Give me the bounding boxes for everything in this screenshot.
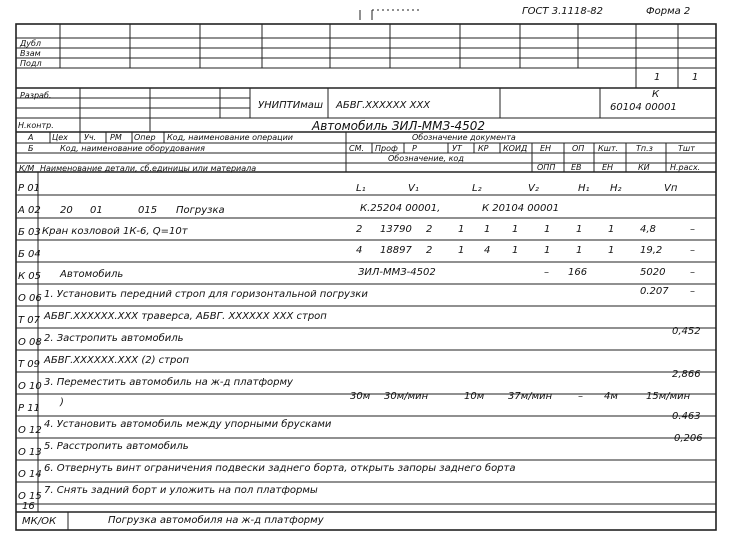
col-ksht: Кшт. (598, 144, 619, 153)
row-code: О 14 (18, 469, 42, 480)
cell-koid: 1 (512, 245, 519, 256)
param-l2-value: 10м (464, 391, 485, 402)
cell-sm: 2 (356, 224, 363, 235)
operation-step-dash: – (690, 286, 695, 297)
equipment-name: Кран козловой 1К-6, Q=10т (42, 226, 188, 237)
cell-oper: 015 (138, 205, 158, 216)
cell-tsht: – (690, 245, 695, 256)
product-name: Автомобиль ЗИЛ-ММЗ-4502 (312, 119, 486, 133)
cell-ksht: 1 (608, 224, 615, 235)
material-name: Автомобиль (60, 269, 124, 280)
footer-code: МК/ОК (22, 516, 57, 527)
cell-kr: 4 (484, 245, 491, 256)
col-tpz: Тп.з (636, 144, 653, 153)
row-code: Р 01 (18, 183, 40, 194)
cell-n-rash: – (690, 267, 695, 278)
row-code: Р 11 (18, 403, 40, 414)
sheet-number: 1 (654, 72, 661, 83)
col-kr: КР (478, 144, 489, 153)
sheet-count: 1 (692, 72, 699, 83)
doc-code-2: К 20104 00001 (482, 203, 560, 214)
row-marker-a: А (28, 133, 34, 142)
col-ki: КИ (638, 163, 650, 172)
operation-step-time: 0.463 (672, 411, 701, 422)
cell-sm: 4 (356, 245, 363, 256)
row-code: Б 04 (18, 249, 41, 260)
stamp-label-podl: Подл (20, 59, 42, 68)
operation-step-time: 0,452 (672, 326, 701, 337)
form-number: Форма 2 (646, 6, 691, 17)
cell-prof: 18897 (380, 245, 412, 256)
param-h1-value: – (578, 391, 583, 402)
row-marker-b: Б (28, 144, 34, 153)
cell-tpz: 4,8 (640, 224, 656, 235)
param-v1-value: 30м/мин (384, 391, 429, 402)
param-vp-value: 15м/мин (646, 391, 691, 402)
operation-step-time: 0,206 (674, 433, 703, 444)
cell-en: 1 (544, 224, 551, 235)
col-en: ЕН (540, 144, 552, 153)
col-tsht: Тшт (678, 144, 695, 153)
row-code: Т 09 (18, 359, 41, 370)
row-code: 16 (22, 501, 35, 512)
col-en-2: ЕН (602, 163, 614, 172)
cell-tsht: – (690, 224, 695, 235)
operation-name: Погрузка (176, 205, 225, 216)
param-v2-value: 37м/мин (508, 391, 553, 402)
cell-r: 2 (426, 245, 433, 256)
param-h1: H₁ (578, 183, 590, 194)
operation-step-text: 4. Установить автомобиль между упорными брусками (44, 419, 332, 430)
row-code: О 12 (18, 425, 42, 436)
row-code: О 08 (18, 337, 42, 348)
col-detail-name: Наименование детали, сб.единицы или материала (40, 164, 257, 173)
cell-en: 1 (544, 245, 551, 256)
operation-step-text: 7. Снять задний борт и уложить на пол платформы (44, 485, 318, 496)
param-vp: Vп (664, 183, 678, 194)
col-op: ОП (572, 144, 585, 153)
col-equipment: Код, наименование оборудования (60, 144, 205, 153)
operation-step-time: 2,866 (672, 369, 701, 380)
k-code: 60104 00001 (610, 102, 677, 113)
col-koid: КОИД (503, 144, 528, 153)
cell-ut: 1 (458, 224, 465, 235)
col-tsekh: Цех (52, 133, 68, 142)
col-oper: Опер (134, 133, 156, 142)
param-l1-value: 30м (350, 391, 371, 402)
standard-label: ГОСТ 3.1118-82 (522, 6, 604, 17)
col-n-rash: Н.расх. (670, 163, 701, 172)
col-operation-name: Код, наименование операции (167, 133, 293, 142)
organization: УНИПТИмаш (258, 100, 324, 111)
cell-opp: – (544, 267, 549, 278)
footer-title: Погрузка автомобиля на ж-д платформу (108, 515, 324, 526)
doc-code-1: К.25204 00001, (360, 203, 441, 214)
row-code: О 15 (18, 491, 42, 502)
param-l2: L₂ (472, 183, 482, 194)
cell-kr: 1 (484, 224, 491, 235)
operation-step-text: 6. Отвернуть винт ограничения подвески заднего борта, открыть запоры заднего борта (44, 463, 516, 474)
row-code: О 13 (18, 447, 42, 458)
param-h2: H₂ (610, 183, 622, 194)
cell-tpz: 19,2 (640, 245, 663, 256)
col-sm: СМ. (349, 144, 365, 153)
cell-r: 2 (426, 224, 433, 235)
param-v1: V₁ (408, 183, 419, 194)
cell-ev: 166 (568, 267, 588, 278)
row-code: Б 03 (18, 227, 41, 238)
document-code: АБВГ.XXXXXX XXX (336, 100, 431, 111)
cell-ki: 5020 (640, 267, 666, 278)
col-uch: Уч. (84, 133, 97, 142)
row-code: О 10 (18, 381, 42, 392)
cell-prof: 13790 (380, 224, 412, 235)
operation-step-time: 0.207 (640, 286, 669, 297)
row-code: О 06 (18, 293, 42, 304)
param-l1: L₁ (356, 183, 366, 194)
k-letter: К (652, 89, 660, 100)
operation-step-text: 2. Застропить автомобиль (44, 333, 184, 344)
cell-uch: 01 (90, 205, 103, 216)
row-code: Т 07 (18, 315, 41, 326)
col-rm: РМ (110, 133, 122, 142)
stamp-label-dubl: Дубл (20, 39, 42, 48)
cell-tsekh: 20 (60, 205, 73, 216)
row-code: К 05 (18, 271, 42, 282)
param-v2: V₂ (528, 183, 539, 194)
row-marker-km: К/М (19, 164, 35, 173)
razrab-label: Разраб. (20, 91, 52, 100)
cell-op: 1 (576, 245, 583, 256)
col-r: Р (412, 144, 417, 153)
row-code: А 02 (18, 205, 41, 216)
tooling-text: АБВГ.XXXXXX.XXX (2) строп (44, 355, 189, 366)
cell-ksht: 1 (608, 245, 615, 256)
col-doc-designation: Обозначение документа (412, 133, 516, 142)
cell-koid: 1 (512, 224, 519, 235)
col-designation-code: Обозначение, код (388, 154, 464, 163)
col-prof: Проф (375, 144, 398, 153)
operation-step-text: 3. Переместить автомобиль на ж-д платформу (44, 377, 293, 388)
cell-ut: 1 (458, 245, 465, 256)
tooling-text: АБВГ.XXXXXX.XXX траверса, АБВГ. XXXXXX XXX строп (44, 311, 327, 322)
material-code: ЗИЛ-ММЗ-4502 (358, 267, 436, 278)
cell-op: 1 (576, 224, 583, 235)
operation-step-text: 5. Расстропить автомобиль (44, 441, 189, 452)
param-bracket: ) (60, 397, 64, 408)
col-opp: ОПП (537, 163, 556, 172)
col-ev: ЕВ (571, 163, 582, 172)
nkontr-label: Н.контр. (18, 121, 54, 130)
stamp-label-vzam: Взам (20, 49, 41, 58)
operation-step-text: 1. Установить передний строп для горизонтальной погрузки (44, 289, 368, 300)
col-ut: УТ (452, 144, 462, 153)
param-h2-value: 4м (604, 391, 618, 402)
